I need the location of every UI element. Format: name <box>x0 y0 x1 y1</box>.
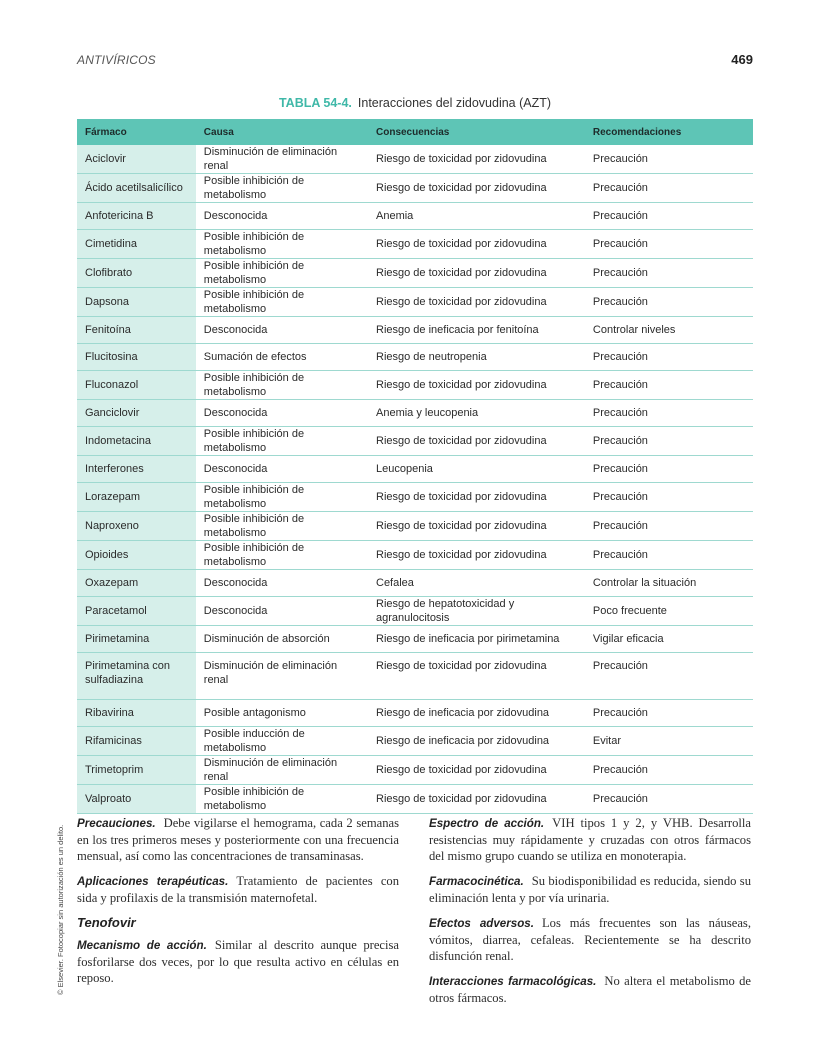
runin-heading: Interacciones farmacológicas. <box>429 975 597 988</box>
cell-drug: Ribavirina <box>77 700 196 727</box>
table-row <box>77 344 753 371</box>
table-row <box>77 626 753 653</box>
paragraph-text: Los más frecuentes son las náuseas, vómitos, diarrea, cefaleas. Recientemente se ha descrito disfunción renal. <box>429 916 751 963</box>
cell-consequence: Riesgo de toxicidad por zidovudina <box>368 756 585 785</box>
cell-cause: Disminución de eliminación renal <box>196 653 368 700</box>
cell-cause: Desconocida <box>196 400 368 427</box>
cell-recommendation: Precaución <box>585 145 753 174</box>
table-row <box>77 259 753 288</box>
cell-recommendation: Precaución <box>585 653 753 700</box>
cell-drug: Pirimetamina <box>77 626 196 653</box>
runin-heading: Espectro de acción. <box>429 817 545 830</box>
cell-consequence: Riesgo de ineficacia por fenitoína <box>368 317 585 344</box>
cell-consequence: Anemia y leucopenia <box>368 400 585 427</box>
cell-recommendation: Precaución <box>585 203 753 230</box>
header-consecuencias: Consecuencias <box>368 119 585 145</box>
paragraph-farmacocinetica <box>429 873 751 906</box>
cell-cause: Posible inhibición de metabolismo <box>196 541 368 570</box>
cell-cause: Posible inhibición de metabolismo <box>196 174 368 203</box>
header-causa: Causa <box>196 119 368 145</box>
table-row <box>77 288 753 317</box>
cell-recommendation: Precaución <box>585 400 753 427</box>
cell-consequence: Riesgo de toxicidad por zidovudina <box>368 541 585 570</box>
cell-cause: Desconocida <box>196 570 368 597</box>
cell-recommendation: Vigilar eficacia <box>585 626 753 653</box>
paragraph-text: VIH tipos 1 y 2, y VHB. Desarrolla resistencias muy rápidamente y cruzadas con otros fármacos del mismo grupo cuando se utiliza en monoterapia. <box>429 816 751 863</box>
cell-consequence: Riesgo de toxicidad por zidovudina <box>368 483 585 512</box>
cell-consequence: Riesgo de toxicidad por zidovudina <box>368 174 585 203</box>
cell-drug: Pirimetamina con sulfadiazina <box>77 653 196 700</box>
paragraph-espectro <box>429 815 751 864</box>
paragraph-text: No altera el metabolismo de otros fármacos. <box>429 974 751 1005</box>
cell-consequence: Riesgo de toxicidad por zidovudina <box>368 512 585 541</box>
table-row <box>77 541 753 570</box>
cell-drug: Paracetamol <box>77 597 196 626</box>
cell-consequence: Cefalea <box>368 570 585 597</box>
cell-drug: Clofibrato <box>77 259 196 288</box>
cell-cause: Posible inhibición de metabolismo <box>196 288 368 317</box>
header-recomendaciones: Recomendaciones <box>585 119 753 145</box>
runin-heading: Efectos adversos. <box>429 917 534 930</box>
cell-cause: Posible inducción de metabolismo <box>196 727 368 756</box>
cell-cause: Posible antagonismo <box>196 700 368 727</box>
cell-drug: Aciclovir <box>77 145 196 174</box>
cell-drug: Fenitoína <box>77 317 196 344</box>
cell-drug: Opioides <box>77 541 196 570</box>
table-row <box>77 174 753 203</box>
cell-cause: Desconocida <box>196 456 368 483</box>
paragraph-interacciones <box>429 973 751 1006</box>
page-number: 469 <box>731 52 753 67</box>
cell-cause: Posible inhibición de metabolismo <box>196 483 368 512</box>
cell-drug: Interferones <box>77 456 196 483</box>
cell-drug: Trimetoprim <box>77 756 196 785</box>
cell-cause: Posible inhibición de metabolismo <box>196 230 368 259</box>
cell-consequence: Riesgo de hepatotoxicidad y agranulocitosis <box>368 597 585 626</box>
cell-drug: Ganciclovir <box>77 400 196 427</box>
cell-cause: Posible inhibición de metabolismo <box>196 512 368 541</box>
table-row <box>77 400 753 427</box>
cell-recommendation: Precaución <box>585 344 753 371</box>
cell-consequence: Riesgo de neutropenia <box>368 344 585 371</box>
cell-cause: Disminución de eliminación renal <box>196 145 368 174</box>
cell-recommendation: Evitar <box>585 727 753 756</box>
table-row <box>77 371 753 400</box>
cell-recommendation: Precaución <box>585 259 753 288</box>
table-row <box>77 727 753 756</box>
cell-drug: Oxazepam <box>77 570 196 597</box>
cell-drug: Flucitosina <box>77 344 196 371</box>
paragraph-aplicaciones <box>77 873 399 906</box>
cell-consequence: Anemia <box>368 203 585 230</box>
cell-recommendation: Precaución <box>585 541 753 570</box>
cell-recommendation: Precaución <box>585 456 753 483</box>
cell-recommendation: Precaución <box>585 230 753 259</box>
cell-consequence: Riesgo de ineficacia por zidovudina <box>368 700 585 727</box>
table-row <box>77 653 753 700</box>
header-farmaco: Fármaco <box>77 119 196 145</box>
paragraph-text: Su biodisponibilidad es reducida, siendo su eliminación lenta y por vía urinaria. <box>429 874 751 905</box>
paragraph-text: Similar al descrito aunque precisa fosforilarse dos veces, por lo que resulta activo en células en reposo. <box>77 938 399 985</box>
cell-consequence: Riesgo de toxicidad por zidovudina <box>368 230 585 259</box>
cell-recommendation: Precaución <box>585 512 753 541</box>
table-row <box>77 756 753 785</box>
cell-consequence: Riesgo de toxicidad por zidovudina <box>368 653 585 700</box>
cell-cause: Desconocida <box>196 597 368 626</box>
table-caption <box>77 96 753 110</box>
cell-drug: Dapsona <box>77 288 196 317</box>
cell-recommendation: Controlar niveles <box>585 317 753 344</box>
cell-recommendation: Poco frecuente <box>585 597 753 626</box>
cell-drug: Ácido acetilsalicílico <box>77 174 196 203</box>
cell-recommendation: Precaución <box>585 700 753 727</box>
cell-drug: Cimetidina <box>77 230 196 259</box>
runin-heading: Mecanismo de acción. <box>77 939 207 952</box>
cell-cause: Disminución de eliminación renal <box>196 756 368 785</box>
cell-cause: Posible inhibición de metabolismo <box>196 259 368 288</box>
table-row <box>77 230 753 259</box>
interactions-table <box>77 119 753 814</box>
cell-drug: Lorazepam <box>77 483 196 512</box>
cell-recommendation: Precaución <box>585 756 753 785</box>
cell-consequence: Leucopenia <box>368 456 585 483</box>
table-row <box>77 483 753 512</box>
table-row <box>77 597 753 626</box>
cell-recommendation: Precaución <box>585 483 753 512</box>
cell-consequence: Riesgo de toxicidad por zidovudina <box>368 785 585 814</box>
cell-consequence: Riesgo de ineficacia por zidovudina <box>368 727 585 756</box>
runin-heading: Aplicaciones terapéuticas. <box>77 875 229 888</box>
cell-recommendation: Precaución <box>585 288 753 317</box>
cell-cause: Sumación de efectos <box>196 344 368 371</box>
cell-consequence: Riesgo de toxicidad por zidovudina <box>368 145 585 174</box>
running-head <box>77 52 753 67</box>
table-header-row <box>77 119 753 145</box>
table-row <box>77 427 753 456</box>
cell-recommendation: Precaución <box>585 174 753 203</box>
cell-consequence: Riesgo de toxicidad por zidovudina <box>368 288 585 317</box>
copyright-note: © Elsevier. Fotocopiar sin autorización es un delito. <box>56 824 65 995</box>
cell-consequence: Riesgo de ineficacia por pirimetamina <box>368 626 585 653</box>
cell-drug: Anfotericina B <box>77 203 196 230</box>
cell-cause: Desconocida <box>196 203 368 230</box>
table-row <box>77 512 753 541</box>
cell-cause: Posible inhibición de metabolismo <box>196 371 368 400</box>
cell-consequence: Riesgo de toxicidad por zidovudina <box>368 259 585 288</box>
left-column <box>77 815 399 995</box>
table-label: TABLA 54-4. <box>278 96 352 110</box>
cell-cause: Posible inhibición de metabolismo <box>196 427 368 456</box>
table-row <box>77 456 753 483</box>
cell-cause: Desconocida <box>196 317 368 344</box>
table-row <box>77 570 753 597</box>
table-row <box>77 700 753 727</box>
running-title: ANTIVÍRICOS <box>77 53 156 67</box>
cell-recommendation: Precaución <box>585 785 753 814</box>
cell-drug: Valproato <box>77 785 196 814</box>
paragraph-precauciones <box>77 815 399 864</box>
table-title: Interacciones del zidovudina (AZT) <box>357 96 552 110</box>
table-row <box>77 785 753 814</box>
paragraph-mecanismo <box>77 937 399 986</box>
cell-consequence: Riesgo de toxicidad por zidovudina <box>368 371 585 400</box>
right-column <box>429 815 751 1015</box>
table-row <box>77 317 753 344</box>
cell-drug: Fluconazol <box>77 371 196 400</box>
paragraph-text: Debe vigilarse el hemograma, cada 2 semanas en los tres primeros meses y posteriormente con una frecuencia mensual, así como las concentraciones de transaminasas. <box>77 816 399 863</box>
paragraph-efectos <box>429 915 751 964</box>
table-row <box>77 203 753 230</box>
runin-heading: Precauciones. <box>77 817 156 830</box>
cell-drug: Naproxeno <box>77 512 196 541</box>
cell-recommendation: Precaución <box>585 371 753 400</box>
cell-drug: Rifamicinas <box>77 727 196 756</box>
cell-recommendation: Controlar la situación <box>585 570 753 597</box>
cell-consequence: Riesgo de toxicidad por zidovudina <box>368 427 585 456</box>
runin-heading: Farmacocinética. <box>429 875 524 888</box>
paragraph-text: Tratamiento de pacientes con sida y profilaxis de la transmisión maternofetal. <box>77 874 399 905</box>
cell-drug: Indometacina <box>77 427 196 456</box>
cell-cause: Posible inhibición de metabolismo <box>196 785 368 814</box>
section-heading-tenofovir: Tenofovir <box>77 915 136 930</box>
cell-recommendation: Precaución <box>585 427 753 456</box>
cell-cause: Disminución de absorción <box>196 626 368 653</box>
table-row <box>77 145 753 174</box>
